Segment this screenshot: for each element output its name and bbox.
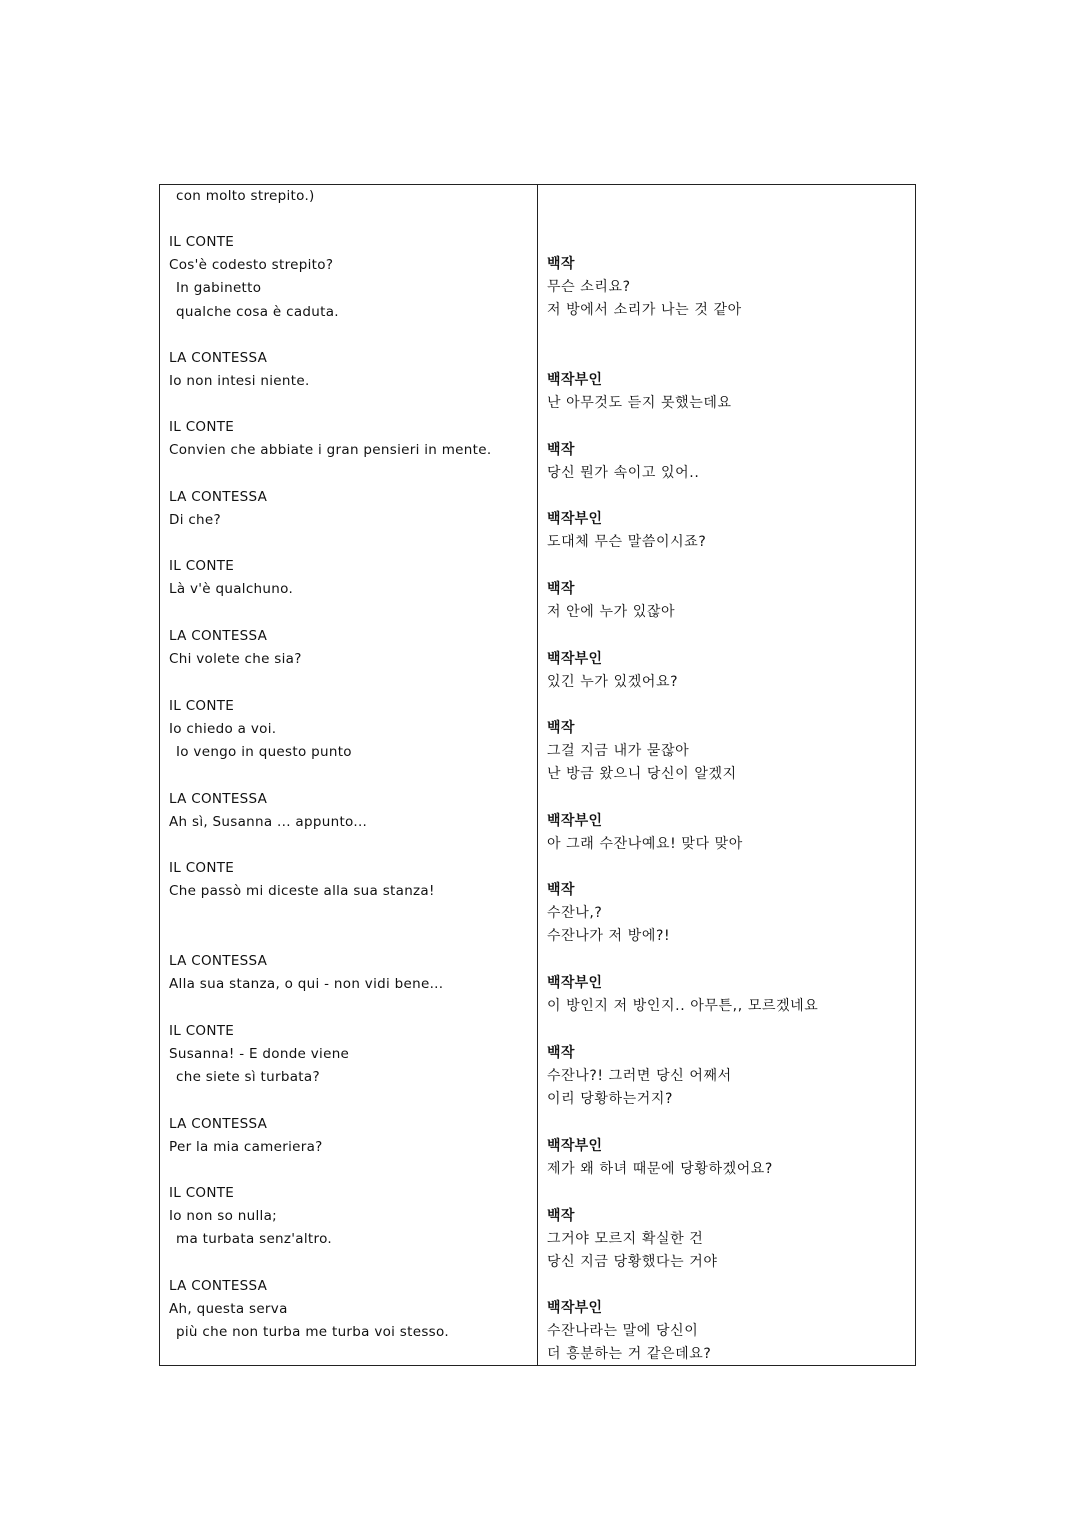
dialogue-line: 있긴 누가 있겠어요? xyxy=(547,674,679,691)
dialogue-line: Io chiedo a voi. xyxy=(169,721,277,738)
korean-dialogue-block xyxy=(547,810,743,856)
dialogue-line: Di che? xyxy=(169,512,221,529)
dialogue-line: Io vengo in questo punto xyxy=(176,744,352,761)
dialogue-line: Susanna! - E donde viene xyxy=(169,1046,350,1063)
italian-dialogue-block xyxy=(169,788,367,834)
speaker-name: 백작부인 xyxy=(547,1138,603,1154)
korean-translation-column xyxy=(547,185,907,1365)
dialogue-line: Io non so nulla; xyxy=(169,1208,278,1225)
speaker-name: IL CONTE xyxy=(169,558,235,574)
speaker-name: 백작부인 xyxy=(547,813,603,829)
italian-dialogue-block xyxy=(169,185,315,208)
korean-dialogue-block xyxy=(547,439,699,485)
korean-dialogue-block xyxy=(547,1297,711,1367)
korean-dialogue-block xyxy=(547,648,678,694)
korean-dialogue-block xyxy=(547,879,670,949)
dialogue-line: Io non intesi niente. xyxy=(169,373,310,390)
dialogue-line: Per la mia cameriera? xyxy=(169,1139,323,1156)
speaker-name: 백작부인 xyxy=(547,651,603,667)
korean-dialogue-block xyxy=(547,578,675,624)
dialogue-line: Convien che abbiate i gran pensieri in mente. xyxy=(169,442,492,459)
dialogue-line: 난 방금 왔으니 당신이 알겠지 xyxy=(547,766,737,783)
dialogue-line: Che passò mi diceste alla sua stanza! xyxy=(169,883,435,900)
dialogue-line: 도대체 무슨 말씀이시죠? xyxy=(547,534,707,551)
dialogue-line: 제가 왜 하녀 때문에 당황하겠어요? xyxy=(547,1161,773,1178)
column-divider xyxy=(537,185,538,1365)
italian-dialogue-block xyxy=(169,231,339,324)
dialogue-line: più che non turba me turba voi stesso. xyxy=(176,1324,449,1341)
dialogue-line: 저 방에서 소리가 나는 것 같아 xyxy=(547,302,742,319)
speaker-name: 백작 xyxy=(547,882,575,898)
dialogue-line: Ah, questa serva xyxy=(169,1301,288,1318)
speaker-name: 백작 xyxy=(547,256,575,272)
dialogue-line: qualche cosa è caduta. xyxy=(176,303,339,320)
dialogue-line: 수잔나,? xyxy=(547,905,603,922)
dialogue-line: Cos'è codesto strepito? xyxy=(169,257,334,274)
dialogue-line: con molto strepito.) xyxy=(176,188,315,204)
korean-dialogue-block xyxy=(547,1135,773,1181)
speaker-name: IL CONTE xyxy=(169,1185,235,1201)
speaker-name: LA CONTESSA xyxy=(169,350,268,366)
dialogue-line: In gabinetto xyxy=(176,280,262,297)
korean-dialogue-block xyxy=(547,253,742,323)
speaker-name: 백작부인 xyxy=(547,372,603,388)
dialogue-line: 이 방인지 저 방인지.. 아무튼,, 모르겠네요 xyxy=(547,998,819,1015)
speaker-name: IL CONTE xyxy=(169,234,235,250)
dialogue-line: ma turbata senz'altro. xyxy=(176,1231,332,1248)
dialogue-line: che siete sì turbata? xyxy=(176,1069,320,1086)
speaker-name: 백작 xyxy=(547,1045,575,1061)
speaker-name: LA CONTESSA xyxy=(169,489,268,505)
korean-dialogue-block xyxy=(547,369,732,415)
speaker-name: LA CONTESSA xyxy=(169,628,268,644)
speaker-name: LA CONTESSA xyxy=(169,1278,268,1294)
speaker-name: 백작 xyxy=(547,442,575,458)
dialogue-line: 수잔나라는 말에 당신이 xyxy=(547,1323,699,1340)
speaker-name: IL CONTE xyxy=(169,860,235,876)
italian-dialogue-block xyxy=(169,1182,332,1252)
dialogue-line: 그거야 모르지 확실한 건 xyxy=(547,1231,704,1248)
korean-dialogue-block xyxy=(547,508,706,554)
korean-dialogue-block xyxy=(547,972,818,1018)
speaker-name: IL CONTE xyxy=(169,419,235,435)
speaker-name: 백작부인 xyxy=(547,511,603,527)
dialogue-line: 당신 지금 당황했다는 거야 xyxy=(547,1254,718,1271)
italian-dialogue-block xyxy=(169,347,310,393)
dialogue-line: Ah sì, Susanna ... appunto... xyxy=(169,814,368,831)
speaker-name: 백작부인 xyxy=(547,1300,603,1316)
italian-dialogue-block xyxy=(169,486,267,532)
dialogue-line: 그걸 지금 내가 묻잖아 xyxy=(547,743,690,760)
dialogue-line: 당신 뭔가 속이고 있어.. xyxy=(547,465,700,482)
dialogue-line: 수잔나?! 그러면 당신 어째서 xyxy=(547,1068,732,1085)
dialogue-table xyxy=(159,184,916,1366)
dialogue-line: Là v'è qualchuno. xyxy=(169,581,294,598)
speaker-name: 백작 xyxy=(547,581,575,597)
speaker-name: LA CONTESSA xyxy=(169,1116,268,1132)
korean-dialogue-block xyxy=(547,717,737,787)
italian-libretto-column xyxy=(169,185,529,1365)
italian-dialogue-block xyxy=(169,555,293,601)
korean-dialogue-block xyxy=(547,1042,732,1112)
italian-dialogue-block xyxy=(169,1275,449,1345)
dialogue-line: 더 흥분하는 거 같은데요? xyxy=(547,1346,712,1363)
speaker-name: 백작부인 xyxy=(547,975,603,991)
korean-dialogue-block xyxy=(547,1205,718,1275)
speaker-name: LA CONTESSA xyxy=(169,953,268,969)
dialogue-line: 아 그래 수잔나예요! 맞다 맞아 xyxy=(547,836,743,853)
italian-dialogue-block xyxy=(169,695,352,765)
dialogue-line: Chi volete che sia? xyxy=(169,651,302,668)
speaker-name: IL CONTE xyxy=(169,698,235,714)
dialogue-line: 난 아무것도 듣지 못했는데요 xyxy=(547,395,732,412)
italian-dialogue-block xyxy=(169,1113,323,1159)
dialogue-line: Alla sua stanza, o qui - non vidi bene... xyxy=(169,976,444,993)
italian-dialogue-block xyxy=(169,950,443,996)
dialogue-line: 이리 당황하는거지? xyxy=(547,1091,674,1108)
speaker-name: LA CONTESSA xyxy=(169,791,268,807)
speaker-name: 백작 xyxy=(547,720,575,736)
italian-dialogue-block xyxy=(169,416,491,462)
dialogue-line: 저 안에 누가 있잖아 xyxy=(547,604,676,621)
dialogue-line: 무슨 소리요? xyxy=(547,279,631,296)
dialogue-line: 수잔나가 저 방에?! xyxy=(547,928,671,945)
italian-dialogue-block xyxy=(169,857,435,903)
italian-dialogue-block xyxy=(169,1020,349,1090)
italian-dialogue-block xyxy=(169,625,302,671)
speaker-name: 백작 xyxy=(547,1208,575,1224)
speaker-name: IL CONTE xyxy=(169,1023,235,1039)
